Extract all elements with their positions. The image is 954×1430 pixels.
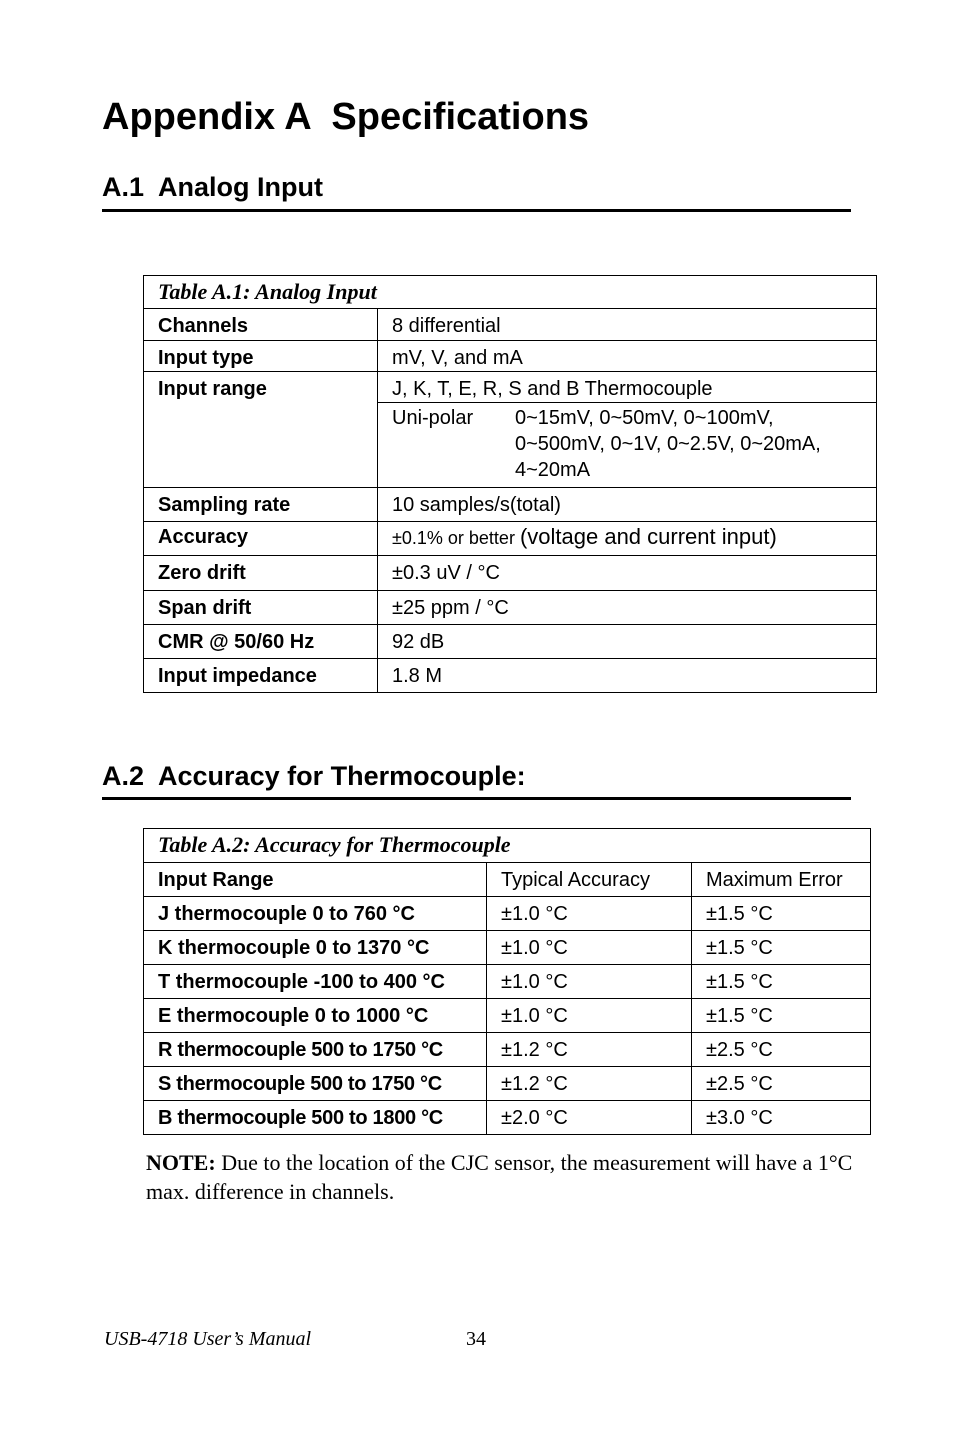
section-a1-heading: A.1 Analog Input bbox=[102, 172, 323, 202]
row-label: Input type bbox=[144, 341, 378, 372]
section-a2-rule bbox=[102, 797, 851, 800]
section-a2-heading: A.2 Accuracy for Thermocouple: bbox=[102, 761, 526, 791]
row-label: Zero drift bbox=[144, 556, 378, 591]
thermocouple-accuracy-table bbox=[143, 828, 871, 1135]
table-row bbox=[144, 341, 877, 372]
table-row bbox=[144, 372, 877, 403]
row-label: Input range bbox=[144, 372, 378, 488]
table-row bbox=[144, 897, 871, 931]
unipolar-cell bbox=[378, 403, 877, 488]
table-row bbox=[144, 591, 877, 625]
row-value: J, K, T, E, R, S and B Thermocouple bbox=[378, 372, 877, 403]
maximum-error-cell: ±1.5 °C bbox=[692, 897, 871, 931]
row-value: 8 differential bbox=[378, 309, 877, 341]
row-value: ±25 ppm / °C bbox=[378, 591, 877, 625]
input-range-cell: J thermocouple 0 to 760 °C bbox=[144, 897, 487, 931]
typical-accuracy-cell: ±1.0 °C bbox=[487, 999, 692, 1033]
table-a1-caption: Table A.1: Analog Input bbox=[144, 276, 877, 309]
maximum-error-cell: ±1.5 °C bbox=[692, 965, 871, 999]
table-header-row bbox=[144, 863, 871, 897]
maximum-error-cell: ±1.5 °C bbox=[692, 999, 871, 1033]
unipolar-range-line: 4~20mA bbox=[515, 459, 591, 481]
section-a1-rule bbox=[102, 209, 851, 212]
table-row bbox=[144, 488, 877, 522]
table-row bbox=[144, 999, 871, 1033]
typical-accuracy-cell: ±1.0 °C bbox=[487, 897, 692, 931]
maximum-error-cell: ±2.5 °C bbox=[692, 1067, 871, 1101]
input-range-cell: E thermocouple 0 to 1000 °C bbox=[144, 999, 487, 1033]
table-row bbox=[144, 1033, 871, 1067]
row-value: mV, V, and mA bbox=[378, 341, 877, 372]
table-row bbox=[144, 625, 877, 659]
analog-input-table bbox=[143, 275, 877, 693]
table-row bbox=[144, 556, 877, 591]
typical-accuracy-cell: ±1.0 °C bbox=[487, 965, 692, 999]
table-row bbox=[144, 1101, 871, 1135]
page-number: 34 bbox=[466, 1328, 486, 1350]
maximum-error-cell: ±1.5 °C bbox=[692, 931, 871, 965]
row-value: 10 samples/s(total) bbox=[378, 488, 877, 522]
table-row bbox=[144, 1067, 871, 1101]
note-label: NOTE: bbox=[146, 1150, 216, 1175]
appendix-title: Appendix A Specifications bbox=[102, 96, 590, 138]
typical-accuracy-cell: ±2.0 °C bbox=[487, 1101, 692, 1135]
unipolar-range-line: 0~15mV, 0~50mV, 0~100mV, bbox=[515, 407, 774, 429]
table-row bbox=[144, 965, 871, 999]
table-row bbox=[144, 309, 877, 341]
row-label: Channels bbox=[144, 309, 378, 341]
column-header: Maximum Error bbox=[692, 863, 871, 897]
column-header: Typical Accuracy bbox=[487, 863, 692, 897]
row-value: 1.8 M bbox=[378, 659, 877, 693]
footer-manual-title: USB-4718 User’s Manual bbox=[104, 1328, 312, 1350]
unipolar-range-line: 0~500mV, 0~1V, 0~2.5V, 0~20mA, bbox=[515, 433, 821, 455]
input-range-cell: R thermocouple 500 to 1750 °C bbox=[144, 1033, 487, 1067]
input-range-cell: K thermocouple 0 to 1370 °C bbox=[144, 931, 487, 965]
typical-accuracy-cell: ±1.2 °C bbox=[487, 1033, 692, 1067]
table-a2-caption: Table A.2: Accuracy for Thermocouple bbox=[144, 829, 871, 863]
typical-accuracy-cell: ±1.0 °C bbox=[487, 931, 692, 965]
maximum-error-cell: ±2.5 °C bbox=[692, 1033, 871, 1067]
row-label: Input impedance bbox=[144, 659, 378, 693]
table-row bbox=[144, 931, 871, 965]
table-row bbox=[144, 659, 877, 693]
row-value: ±0.3 uV / °C bbox=[378, 556, 877, 591]
input-range-cell: S thermocouple 500 to 1750 °C bbox=[144, 1067, 487, 1101]
maximum-error-cell: ±3.0 °C bbox=[692, 1101, 871, 1135]
row-value: 92 dB bbox=[378, 625, 877, 659]
row-value: ±0.1% or better (voltage and current input) bbox=[378, 522, 877, 556]
cjc-note bbox=[146, 1148, 866, 1206]
unipolar-label: Uni-polar bbox=[392, 407, 474, 429]
row-label: Sampling rate bbox=[144, 488, 378, 522]
column-header: Input Range bbox=[144, 863, 487, 897]
typical-accuracy-cell: ±1.2 °C bbox=[487, 1067, 692, 1101]
row-label: Accuracy bbox=[144, 522, 378, 556]
table-row bbox=[144, 522, 877, 556]
input-range-cell: B thermocouple 500 to 1800 °C bbox=[144, 1101, 487, 1135]
note-text: Due to the location of the CJC sensor, the measurement will have a 1°C max. difference in channels. bbox=[146, 1150, 853, 1204]
input-range-cell: T thermocouple -100 to 400 °C bbox=[144, 965, 487, 999]
row-label: Span drift bbox=[144, 591, 378, 625]
row-label: CMR @ 50/60 Hz bbox=[144, 625, 378, 659]
